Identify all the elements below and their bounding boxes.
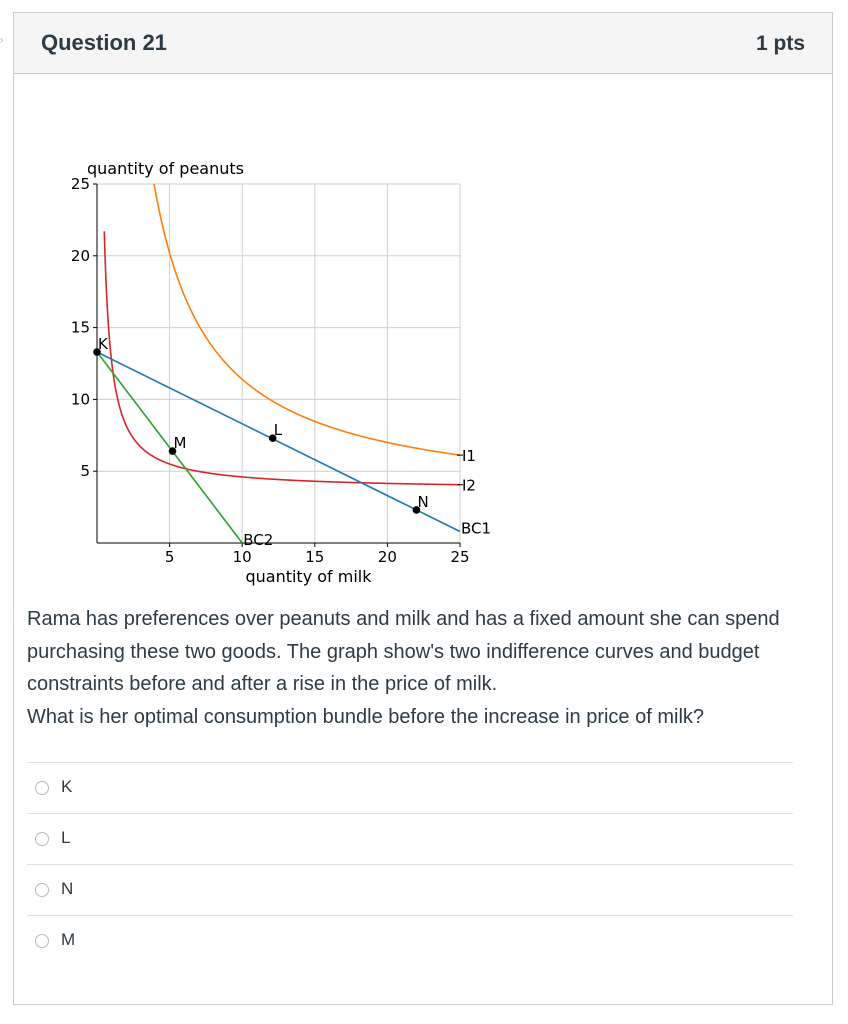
answer-option-n[interactable] xyxy=(27,864,793,915)
answer-label: L xyxy=(61,828,71,847)
side-caret: › xyxy=(0,35,4,46)
y-axis-label: quantity of peanuts xyxy=(87,159,244,178)
chart-svg xyxy=(50,145,510,605)
answer-option-m[interactable] xyxy=(27,915,793,966)
x-tick-label: 20 xyxy=(377,548,397,566)
question-body xyxy=(27,603,787,733)
question-prompt: What is her optimal consumption bundle before the increase in price of milk? xyxy=(27,705,705,728)
question-title: Question 21 xyxy=(41,30,167,55)
x-tick-label: 10 xyxy=(232,548,252,566)
radio-button[interactable] xyxy=(35,883,49,897)
point-label-m: M xyxy=(173,434,187,453)
y-tick-label: 15 xyxy=(70,318,90,337)
x-tick-label: 5 xyxy=(164,548,175,566)
series-label-bc1: BC1 xyxy=(461,519,492,538)
point-label-k: K xyxy=(98,335,108,354)
answer-label: K xyxy=(61,777,73,796)
y-tick-label: 10 xyxy=(70,390,90,409)
question-paragraph: Rama has preferences over peanuts and milk and has a fixed amount she can spend purchasing these two goods. The graph show's two indifference curves and budget constraints before and after a rise in the price of milk. xyxy=(27,608,780,695)
x-axis-label: quantity of milk xyxy=(245,567,372,586)
radio-button[interactable] xyxy=(35,934,49,948)
series-label-i2: I2 xyxy=(462,476,476,495)
y-tick-label: 25 xyxy=(70,175,90,193)
question-header xyxy=(14,13,832,74)
x-tick-label: 25 xyxy=(450,548,470,566)
answer-label: N xyxy=(61,879,74,898)
chart xyxy=(50,145,510,605)
series-label-i1: I1 xyxy=(462,447,476,466)
y-tick-label: 20 xyxy=(70,246,90,265)
series-bc1 xyxy=(97,352,460,531)
radio-button[interactable] xyxy=(35,832,49,846)
answer-option-k[interactable] xyxy=(27,762,793,813)
answer-label: M xyxy=(61,930,76,949)
x-tick-label: 15 xyxy=(305,548,325,566)
point-label-l: L xyxy=(273,421,283,440)
radio-button[interactable] xyxy=(35,781,49,795)
question-points: 1 pts xyxy=(755,32,805,55)
series-label-bc2: BC2 xyxy=(243,531,274,549)
answer-list xyxy=(27,762,793,966)
series-i1 xyxy=(132,145,460,455)
y-tick-label: 5 xyxy=(80,462,90,481)
point-label-n: N xyxy=(417,492,429,511)
answer-option-l[interactable] xyxy=(27,813,793,864)
